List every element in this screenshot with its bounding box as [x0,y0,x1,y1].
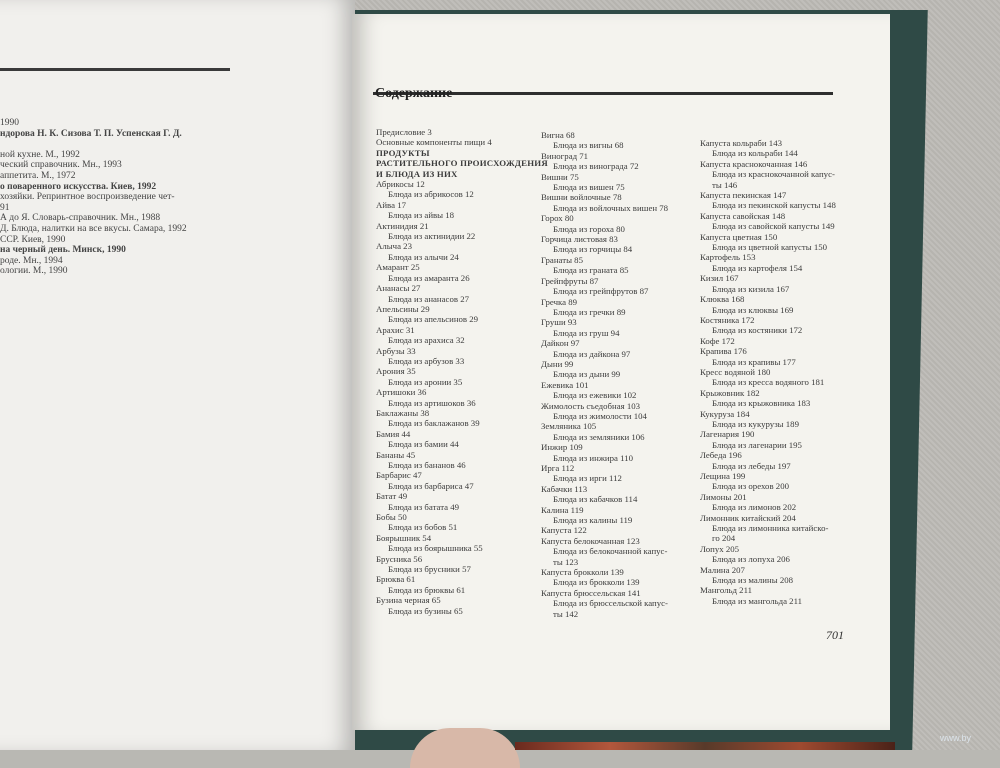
toc-subentry: Блюда из краснокочанной капус- [712,169,835,180]
toc-entry: Лимоны 201 [700,491,747,502]
toc-subentry: Блюда из земляники 106 [553,431,645,442]
toc-subentry: Блюда из абрикосов 12 [388,189,474,200]
toc-subentry: Блюда из грейпфрутов 87 [553,286,649,297]
toc-section-heading: РАСТИТЕЛЬНОГО ПРОИСХОЖДЕНИЯ [376,158,548,169]
toc-subentry: Блюда из бузины 65 [388,605,463,616]
bibliography-entry: ССР. Киев, 1990 [0,234,66,245]
toc-subentry: Блюда из бобов 51 [388,522,458,533]
toc-subentry: Блюда из лопуха 206 [712,554,790,565]
toc-entry: Лопух 205 [700,543,740,554]
toc-subentry: Блюда из апельсинов 29 [388,314,479,325]
toc-subentry: Блюда из костяники 172 [712,325,803,336]
toc-entry: Клюква 168 [700,294,745,305]
toc-column-1 [376,127,548,616]
bibliography-entry: хозяйки. Репринтное воспроизведение чет- [0,192,175,203]
toc-entry: Капуста кольраби 143 [700,138,782,148]
toc-entry: Лимонник китайский 204 [700,512,796,523]
toc-entry: Кизил 167 [700,273,739,284]
toc-entry: Капуста пекинская 147 [700,190,787,201]
toc-subentry: Блюда из кольраби 144 [712,148,798,159]
bibliography-entry: о поваренного искусства. Киев, 1992 [0,181,157,192]
toc-entry: Костяника 172 [700,314,755,325]
toc-entry: Капуста цветная 150 [700,231,778,242]
toc-entry: Вишни войлочные 78 [541,192,622,203]
toc-subentry: Блюда из дайкона 97 [553,348,631,359]
tablecloth-pattern [515,742,895,750]
left-page-rule [0,68,230,71]
toc-subentry: Блюда из боярышника 55 [388,543,483,554]
toc-entry: Боярышник 54 [376,532,432,543]
toc-subentry: Блюда из войлочных вишен 78 [553,202,669,213]
toc-subentry: Блюда из баклажанов 39 [388,418,480,429]
bibliography-entry: роде. Мн., 1994 [0,255,63,266]
toc-entry: Предисловие 3 [376,127,432,137]
toc-subentry: Блюда из лебеды 197 [712,460,791,471]
toc-subentry: Блюда из цветной капусты 150 [712,242,828,253]
toc-subentry: Блюда из брюссельской капус- [553,598,668,609]
toc-entry: Капуста 122 [541,525,587,536]
toc-subentry: Блюда из кукурузы 189 [712,418,799,429]
toc-subentry: Блюда из калины 119 [553,515,633,526]
bibliography-entry: на черный день. Минск, 1990 [0,245,126,256]
bibliography-entry: ндорова Н. К. Сизова Т. П. Успенская Г. Д. [0,128,182,139]
toc-subentry: Блюда из брюквы 61 [388,584,466,595]
toc-subentry: Блюда из картофеля 154 [712,262,803,273]
bibliography-list [0,118,300,277]
toc-subentry: Блюда из барбариса 47 [388,480,474,491]
toc-subentry: Блюда из лимонника китайско- [712,523,829,534]
toc-subentry: Блюда из бамии 44 [388,439,459,450]
toc-subentry: Блюда из алычи 24 [388,251,459,262]
bibliography-entry: ной кухне. М., 1992 [0,149,80,160]
toc-entry: Брусника 56 [376,553,423,564]
toc-entry: Бузина черная 65 [376,595,441,606]
toc-subentry: Блюда из амаранта 26 [388,272,470,283]
toc-entry: Картофель 153 [700,252,756,263]
toc-subentry: Блюда из арахиса 32 [388,335,465,346]
toc-subentry: ты 123 [553,556,579,567]
toc-subentry: Блюда из пекинской капусты 148 [712,200,836,211]
toc-entry: Брюква 61 [376,574,416,585]
toc-entry: Абрикосы 12 [376,179,425,190]
toc-entry: Бамия 44 [376,428,411,439]
toc-entry: Малина 207 [700,564,745,575]
toc-subentry: ты 146 [712,179,738,190]
toc-entry: Груши 93 [541,317,577,328]
toc-column-3 [700,138,860,606]
toc-entry: Ананасы 27 [376,283,421,294]
bibliography-entry: ческий справочник. Мн., 1993 [0,160,122,171]
toc-subentry: Блюда из брусники 57 [388,564,471,575]
toc-entry: Баклажаны 38 [376,407,430,418]
toc-entry: Горчица листовая 83 [541,234,618,245]
left-page [0,0,355,750]
toc-subentry: Блюда из савойской капусты 149 [712,221,835,232]
toc-subentry: Блюда из кизила 167 [712,283,790,294]
toc-subentry: Блюда из батата 49 [388,501,460,512]
toc-subentry: Блюда из брокколи 139 [553,577,640,588]
toc-subentry: Блюда из вигны 68 [553,140,624,151]
toc-subentry: Блюда из кресса водяного 181 [712,377,825,388]
toc-entry: Жимолость съедобная 103 [541,400,641,411]
bibliography-entry: аппетита. М., 1972 [0,170,76,181]
toc-section-heading: ПРОДУКТЫ [376,147,430,158]
toc-entry: Гречка 89 [541,296,578,307]
toc-subentry: Блюда из ежевики 102 [553,390,637,401]
toc-entry: Барбарис 47 [376,470,422,481]
watermark: www.by [940,733,972,743]
toc-entry: Кресс водяной 180 [700,366,771,377]
toc-subentry: Блюда из лимонов 202 [712,502,797,513]
toc-entry: Дайкон 97 [541,338,580,349]
toc-subentry: Блюда из малины 208 [712,575,794,586]
toc-entry: Инжир 109 [541,442,583,453]
toc-entry: Лагенария 190 [700,429,755,440]
toc-subentry: Блюда из гороха 80 [553,223,625,234]
toc-entry: Мангольд 211 [700,585,753,596]
toc-subentry: Блюда из айвы 18 [388,210,455,221]
toc-entry: Айва 17 [376,199,406,210]
page-title: Содержание [375,86,453,101]
toc-entry: Актинидия 21 [376,220,429,231]
toc-subentry: Блюда из гречки 89 [553,306,626,317]
toc-entry: Кукуруза 184 [700,408,750,419]
toc-subentry: Блюда из граната 85 [553,265,629,276]
toc-subentry: Блюда из бананов 46 [388,460,466,470]
toc-entry: Кофе 172 [700,335,735,346]
toc-entry: Вишни 75 [541,171,579,182]
toc-entry: Дыни 99 [541,358,574,369]
toc-entry: Гранаты 85 [541,254,583,265]
toc-entry: Виноград 71 [541,150,589,161]
bibliography-entry: А до Я. Словарь-справочник. Мн., 1988 [0,213,161,224]
toc-entry: Алыча 23 [376,241,412,252]
page-number: 701 [826,628,844,642]
toc-subentry: Блюда из аронии 35 [388,376,463,387]
toc-entry: Основные компоненты пищи 4 [376,137,492,148]
toc-entry: Кабачки 113 [541,483,588,494]
toc-subentry: Блюда из артишоков 36 [388,397,476,408]
toc-entry: Ирга 112 [541,463,575,473]
toc-subentry: Блюда из лагенарии 195 [712,439,802,450]
toc-subentry: Блюда из груш 94 [553,327,620,338]
toc-entry: Ежевика 101 [541,379,589,390]
bibliography-entry: 91 [0,202,10,213]
toc-subentry: ты 142 [553,608,579,619]
toc-entry: Капуста савойская 148 [700,210,786,221]
toc-subentry: Блюда из арбузов 33 [388,355,465,366]
bibliography-entry: Д. Блюда, налитки на все вкусы. Самара, 1992 [0,223,187,234]
toc-entry: Капуста брокколи 139 [541,567,624,578]
toc-column-2 [541,130,696,619]
toc-subentry: го 204 [712,533,736,544]
toc-subentry: Блюда из белокочанной капус- [553,546,668,557]
toc-entry: Лебеда 196 [700,450,742,461]
toc-subentry: Блюда из кабачков 114 [553,494,638,505]
toc-entry: Капуста краснокочанная 146 [700,158,808,169]
toc-subentry: Блюда из горчицы 84 [553,244,633,255]
toc-subentry: Блюда из актинидии 22 [388,231,476,242]
toc-entry: Капуста белокочанная 123 [541,535,640,546]
toc-entry: Лещина 199 [700,471,746,481]
toc-subentry: Блюда из винограда 72 [553,161,639,172]
toc-entry: Грейпфруты 87 [541,275,599,286]
toc-subentry: Блюда из вишен 75 [553,182,625,193]
toc-subentry: Блюда из крыжовника 183 [712,398,811,409]
toc-entry: Бобы 50 [376,512,407,523]
toc-entry: Вигна 68 [541,130,575,140]
toc-subentry: Блюда из мангольда 211 [712,595,803,606]
toc-entry: Бананы 45 [376,449,416,460]
toc-subentry: Блюда из ирги 112 [553,473,622,484]
toc-subentry: Блюда из ананасов 27 [388,293,469,304]
toc-entry: Арония 35 [376,366,416,377]
toc-entry: Калина 119 [541,504,584,515]
toc-entry: Амарант 25 [376,262,420,273]
bibliography-entry: ологии. М., 1990 [0,266,68,277]
toc-entry: Арбузы 33 [376,345,416,356]
toc-entry: Батат 49 [376,491,408,502]
toc-entry: Апельсины 29 [376,303,430,314]
toc-section-heading: И БЛЮДА ИЗ НИХ [376,168,458,179]
toc-subentry: Блюда из инжира 110 [553,452,633,463]
toc-subentry: Блюда из дыни 99 [553,369,621,380]
toc-subentry: Блюда из клюквы 169 [712,304,794,315]
toc-entry: Артишоки 36 [376,387,427,398]
toc-entry: Земляника 105 [541,421,597,432]
toc-entry: Капуста брюссельская 141 [541,587,641,598]
toc-subentry: Блюда из крапивы 177 [712,356,796,367]
toc-entry: Горох 80 [541,213,574,224]
toc-entry: Крапива 176 [700,346,747,357]
toc-subentry: Блюда из жимолости 104 [553,410,647,421]
bibliography-entry: 1990 [0,118,19,128]
bibliography-entry [0,139,300,150]
toc-entry: Арахис 31 [376,324,415,335]
toc-subentry: Блюда из орехов 200 [712,481,790,492]
toc-entry: Крыжовник 182 [700,387,760,398]
